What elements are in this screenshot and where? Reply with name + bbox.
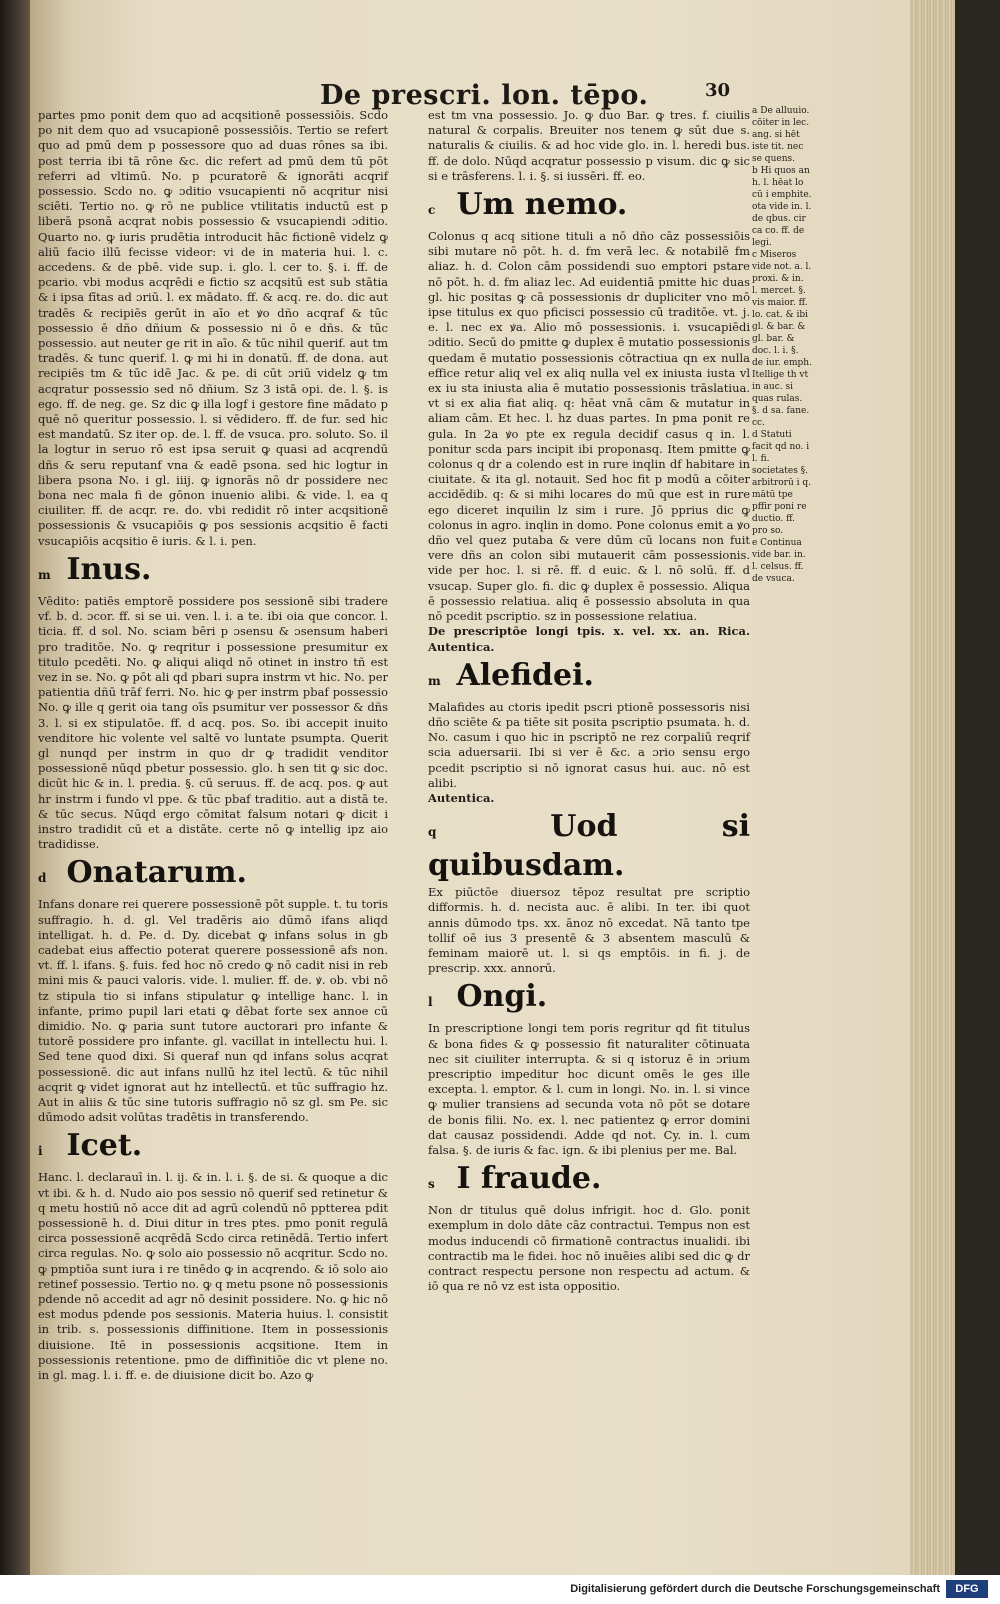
section-text: Non dr titulus quē dolus infrigit. hoc d. Glo. ponit exemplum in dolo dāte cāz contractui. Tempus non est modus inducendi cō firmationē contractus inualidi. ibi contractib ma le fidei. hoc nō inuēies alibi sed dic ꝙ dr contract respectu persone non respectu ad actum. & iō qua re nō vz est ista oppositio. (428, 1203, 750, 1294)
book-spine (0, 0, 34, 1604)
section-marker: q (428, 825, 437, 840)
section-marker: m (38, 567, 51, 582)
margin-note: e Continua vide bar. in. l. celsus. ff. de vsuca. (752, 538, 806, 584)
section-marker: c (428, 203, 436, 218)
section (428, 659, 750, 806)
margin-note: b Hi quos an h. l. hēat lo cū i emphite. ota vide in. l. de qbus. cir ca co. ff. de legi. (752, 166, 812, 248)
marginal-notes (752, 105, 812, 585)
intro-paragraph: est tm vna possessio. Jo. ꝙ duo Bar. ꝙ tres. f. ciuilis natural & corpalis. Breuiter nos tenem ꝙ sūt due s. naturalis & ciuilis. & ad hoc vide glo. in. l. heredi bus. ff. de dolo. Nūqd acqratur possessio p visum. dic ꝙ sic si e trāsferens. l. i. §. si iussēri. ff. eo. (428, 108, 750, 183)
folio-number: 30 (705, 80, 731, 101)
section-heading (428, 659, 750, 698)
page-edges (910, 0, 955, 1575)
section-marker: d (38, 871, 47, 886)
section-heading-text: Alefidei. (456, 657, 594, 693)
section-heading-text: Um nemo. (456, 187, 628, 223)
section-heading (428, 810, 750, 883)
middle-column (428, 108, 750, 1294)
left-column (38, 108, 388, 1383)
intro-paragraph: partes pmo ponit dem quo ad acqsitionē possessiōis. Scdo po nit dem quo ad vsucapionē possessiōis. Tertio se refert quo ad pmū dem p possessore quo ad duas rōnes sa ibi. post terria ibi tā rōne &c. dic refert ad pmū dem tū pōt referri ad vltimū. No. p pcuratorē & ignorāti acqrif possessio. Scdo no. ꝙ ɔditio vsucapienti nō acqritur nisi sciēti. Tertio no. ꝙ rō ne publice vtilitatis inductū est p liberā psonā acqrat nobis possessio & vsucapiendi ɔditio. Quarto no. ꝙ iuris prudētia introducit hāc fictionē videlz ꝙ aliū facio illū fecisse videor: vi de in materia hui. l. c. accedens. & de pbē. vide sup. i. glo. l. cer to. §. i. ff. de pcario. vbi modus acqrēdi e fictio sz acqsitū est sub stātia & i ipsa fītas ad ɔriū. l. ex mādato. ff. & acq. re. do. dic aut tradēs & recipiēs gerūt in aīo et ꝟo dño acqraf & tūc possessio ē dño dñium & possessio ni ō e dñs. & tūc possessio. aut neuter ge rit in aīo. & tūc nihil querif. aut tm tradēs. & tunc querif. l. ꝙ mi hi in donatū. ff. de dona. aut recipiēs tm & tūc idē Jac. & pe. di cūt ɔriū videlz ꝙ tm acqratur possessio sed nō dñium. Sz 3 istā opi. de. l. §. is ego. ff. de neg. ge. Sz dic ꝙ illa logf i gestore fine mādato p quē nō queritur possessio. l. si vēdidero. ff. de fur. sed hic est mandatū. Sz iter op. de. l. ff. de vsuca. pro. soluto. So. il la logtur in seruo rō est ipsa seruit ꝙ quasi ad acqrendū dñs & seru reputanf vna & eadē psona. sed hic logtur in libera psona No. i gl. iiij. ꝙ ignorās nō dr possidere nec bona nec mala fi de gōnon inuenio alibi. & vide. l. ea q ciuiliter. ff. de acqr. re. do. vbi redidit rō inter acqsitionē possessionis & vsucapiōis ꝙ pos sessionis acqsitio ē facti vsucapiōis acqsitio ē iuris. & l. i. pen. (38, 108, 388, 548)
section (428, 1162, 750, 1294)
margin-note: a De alluuio. cōiter in lec. ang. si hēt iste tit. nec se quens. (752, 106, 810, 164)
section (38, 1129, 388, 1383)
section-marker: i (38, 1144, 43, 1159)
section-heading-text: Uod si quibusdam. (428, 809, 750, 884)
section-text: Vēdito: patiēs emptorē possidere pos sessionē sibi tradere vf. b. d. ɔcor. ff. si se ui. ven. l. i. a te. ibi oia que concor. l. ticia. ff. d sol. No. sciam bēri p ɔsensu & ɔsensum haberi pro traditōe. No. ꝙ reqritur i possessione presumitur ex titulo pcedēti. No. ꝙ aliqui aliqd nō otinet in instro tñ est vez in se. No. ꝙ pōt ali qd pbari supra instrm vt hic. No. per patientia dñū trāf ferri. No. hic ꝙ per instrm pbaf possessio No. ꝙ ille q gerit oia tang oīs psumitur ver possessor & dñs 3. l. si ex stipulatōe. ff. d acq. pos. So. ibi accepit inuito venditore hic volente vel saltē vo luntate psumpta. Querit gl nunqd per instrm in quo dr ꝙ tradidit venditor possessionē nūqd pbetur possessio. glo. h sen tit ꝙ sic doc. dicūt hic & in. l. predia. §. cū seruus. ff. de acq. pos. ꝙ aut hr instrm i fundo vl ppe. & tūc pbaf traditio. aut a distā te. & tūc secus. Nūqd ergo cōmitat falsum notari ꝙ dicit i instro tradidit cū et a distāte. certe nō ꝙ intellig ipz aio tradidisse. (38, 593, 388, 852)
section-heading-text: Ongi. (456, 979, 548, 1015)
section-heading (428, 1162, 750, 1201)
book-page (30, 0, 955, 1575)
section-heading (38, 553, 388, 592)
rubric: De prescriptōe longi tpis. x. vel. xx. an. Rica. Autentica. (428, 624, 750, 654)
section (428, 810, 750, 976)
section-text: Infans donare rei querere possessionē pōt supple. t. tu toris suffragio. h. d. gl. Vel tradēris aio dūmō ifans aliqd intelligat. h. d. Pe. d. Dy. dicebat ꝙ infans solus in gb cadebat eius affectio poterat querere possessionē afs non. vt. ff. l. ifans. §. fuis. fed hoc nō credo ꝙ nō cadit nisi in reb mini mis & pauci valoris. vide. l. mulier. ff. de. ꝟ. ob. vbi nō tz stipula tio si infans stipulatur ꝙ intellige hanc. l. in infante, primo pupil lari etati ꝙ dēbat forte sex annoe cū dimidio. No. ꝙ paria sunt tutore auctorari pro infante & tutorē possidere pro infante. gl. vacillat in intellectu hui. l. Sed tene quod dixi. Si queraf nun qd infans solus acqrat possessionē. dic aut infans nullū hz itel lectū. & tūc nihil acqrit ꝙ videt ignorat aut hz intellectū. et tūc suffragio hz. Aut in aliis & tūc sine tutoris suffragio nō sz gl. sm Pe. sic dūmodo adsit volūtas tradētis in transferendo. (38, 897, 388, 1125)
section-marker: s (428, 1177, 435, 1192)
section-text: Ex piūctōe diuersoz tēpoz resultat pre scriptio difformis. h. d. necista auc. ē alibi. In ter. ibi quot annis dūmodo tps. xx. ānoz nō excedat. Nā tanto tpe tollif oē ius 3 presentē & 3 absentem masculū & feminam maiorē ut. l. si qs emptōis. in fi. j. de prescrip. xxx. annorū. (428, 885, 750, 976)
section-heading (38, 856, 388, 895)
dfg-logo: DFG (946, 1580, 988, 1598)
section-marker: m (428, 673, 441, 688)
section (428, 188, 750, 655)
section-marker: l (428, 995, 433, 1010)
section-heading (38, 1129, 388, 1168)
section-text: Colonus q acq sitione tituli a nō dño cāz possessiōis sibi mutare nō pōt. h. d. fm verā lec. & notabilē fm aliaz. h. d. Colon cām possidendi suo emptori pstare nō pōt. h. d. fm aliaz lec. Ad euidentiā pmitte hic duas gl. hic positas ꝙ cā possessionis dr dupliciter vno mō ipse titulus ex quo pficisci possessio cū traditōe. vt. j. e. l. nec ex ꝟa. Alio mō possessionis. i. vsucapiēdi ɔditio. Secū do pmitte ꝙ duplex ē mutatio possessionis quedam ē mutatio possessionis cōtractiua qn ex nulla effice retur aliq vel ex aliq nulla vel ex iniusta iusta vl ex iu sta iniusta alia ē mutatio possessionis trāslatiua. vt si ex alia fiat aliq. q: hēat vnā cām & mutatur in aliam cām. Et hec. l. hz duas partes. In pma ponit re gula. In 2a ꝟo pte ex regula decidif casus q in. l. ponitur scda pars incipit ibi proponasq. Item pmitte ꝙ colonus q dr a colendo est in rure inqlin df habitare in ciuitate. & ita gl. notauit. Sed hoc fit p modū a cōiter accidēdib. q: & si mihi locares do mū que est in rure ego diceret inquilin lz sim i rure. Jō pprius dic ꝙ colonus in agro. inqlin in domo. Pone colonus emit a ꝟo dño vel quez putaba & vere dūm cū locans non fuit vere dñs an colon sibi mutauerit cām possessionis. vide per hoc. l. si rē. ff. d euic. & l. nō solū. ff. d vsucap. Super glo. fi. dic ꝙ duplex ē possessio. Aliqua ē possessio relatiua. aliq ē possessio absoluta in qua nō pcedit pscriptio. sz in possessione relatiua. (428, 229, 750, 624)
margin-note: d Statuti facit qd no. i l. fi. societates §. arbitrorū i q. mātū tpe pffir poni re ductio. ff. pro so. (752, 430, 811, 536)
section-text: Hanc. l. declarauī in. l. ij. & in. l. i. §. de si. & quoque a dic vt ibi. & h. d. Nudo aio pos sessio nō querif sed retinetur & q metu hostiū nō acce dit ad agrū colendū nō pptterea pdit possessionē h. d. Diui ditur in tres ptes. pmo ponit regulā circa possessionē acqrēdā Scdo circa retinēdā. Tertio infert circa regulas. No. ꝙ solo aio possessio nō acqritur. Scdo no. ꝙ pmptiōa sunt iura i re tinēdo ꝙ in acqrendo. & iō solo aio retinef possessio. Tertio no. ꝙ q metu psone nō possessionis pdende nō accedit ad agr nō desinit possidere. No. ꝙ hic nō est modus pdende pos sessionis. Materia huius. l. consistit in trib. s. possessionis diffinitione. Item in possessionis diuisione. Itē in possessionis acqsitione. Item in possessionis retentione. pmo de diffinitiōe dic vt plene no. in gl. mag. l. i. ff. e. de diuisione dicit bo. Azo ꝙ (38, 1170, 388, 1383)
footer-credit: Digitalisierung gefördert durch die Deutsche Forschungsgemeinschaft (570, 1583, 940, 1595)
running-head: De prescri. lon. tēpo. (320, 80, 649, 111)
section (38, 553, 388, 852)
rubric: Autentica. (428, 790, 495, 805)
section-heading-text: Inus. (66, 551, 152, 587)
section-heading-text: Icet. (66, 1128, 143, 1164)
section-heading-text: Onatarum. (66, 855, 247, 891)
section-heading-text: I fraude. (456, 1161, 602, 1197)
section (428, 980, 750, 1158)
section-text: In prescriptione longi tem poris regritur qd fit titulus & bona fides & ꝙ possessio fit naturaliter cōtinuata nec sit ciuiliter interrupta. & si q istoruz ē in ɔrium prescriptio impeditur hoc dicunt omēs le ges ille excepta. l. emptor. & l. cum in longi. No. in. l. si vince ꝙ mulier transiens ad secunda vota nō pōt se dotare de bonis filii. No. ex. l. nec patientez ꝙ error domini dat causaz possidendi. Adde qd not. Cy. in. l. cum falsa. §. de iuris & fac. ign. & ibi plenius per me. Bal. (428, 1021, 750, 1157)
section-heading (428, 980, 750, 1019)
section (38, 856, 388, 1125)
section-text: Malafides au ctoris ipedit pscri ptionē possessoris nisi dño sciēte & pa tiēte sit posita pscriptio psumata. h. d. No. casum i quo hic in pscriptō ne rez corpaliū reqrif scia aduersarii. Ibi si ver ē &c. a ɔrio sensu ergo pcedit pscriptio si nō ignorat casus hui. auc. nō est alibi. (428, 699, 750, 790)
section-heading (428, 188, 750, 227)
margin-note: c Miseros vide not. a. l. proxi. & in. l. mercet. §. vis maior. ff. lo. cat. & ibi gl. & bar. & gl. bar. & doc. l. i. §. de iur. emph. Itellige th vt in auc. si quas rulas. §. d sa. fane. cc. (752, 250, 812, 428)
